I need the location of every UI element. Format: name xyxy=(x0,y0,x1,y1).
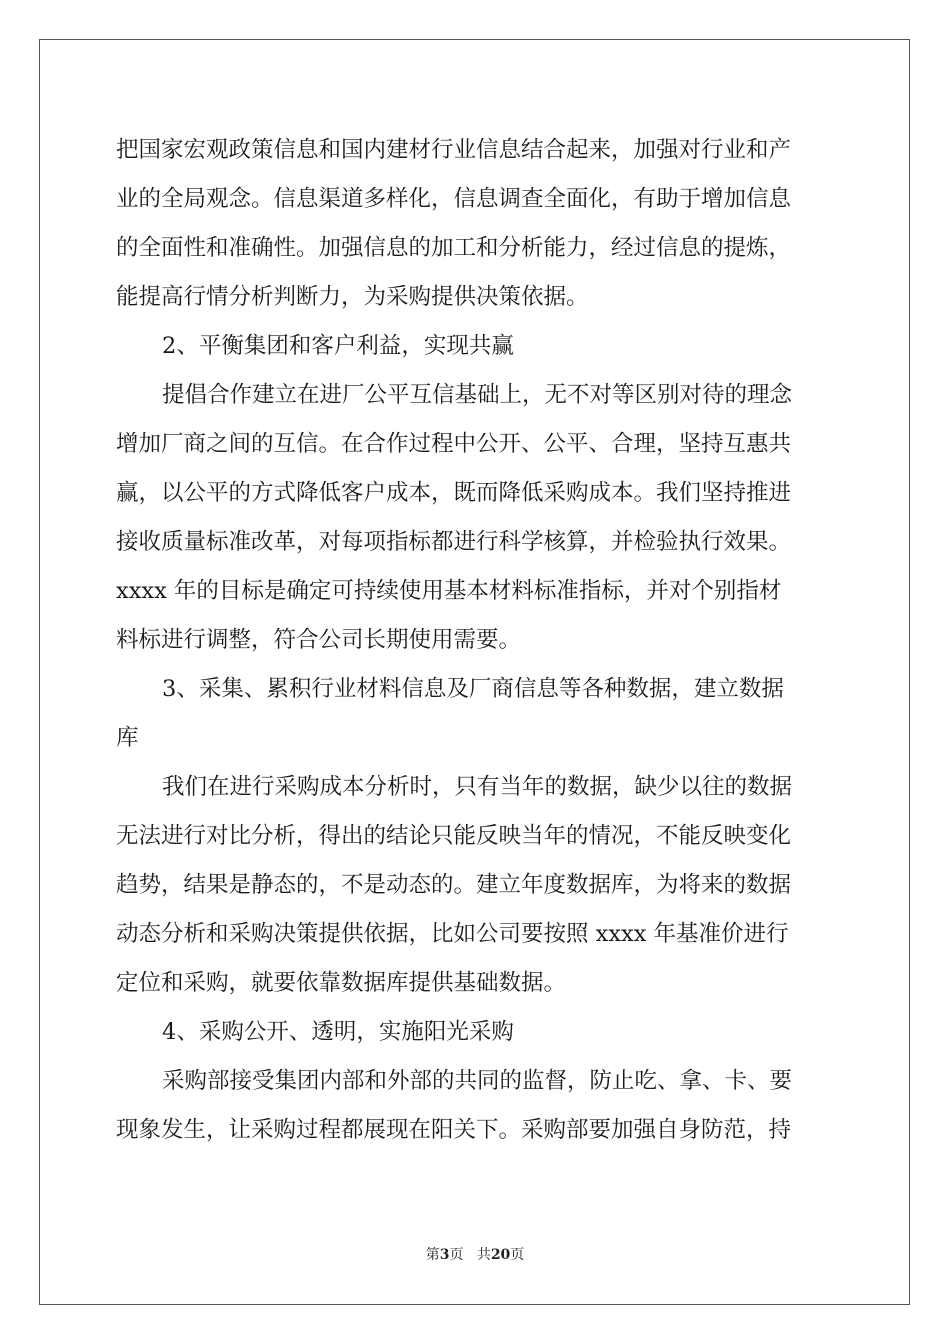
text-line: 趋势，结果是静态的，不是动态的。建立年度数据库，为将来的数据 xyxy=(116,872,792,898)
text-line: 增加厂商之间的互信。在合作过程中公开、公平、合理，坚持互惠共 xyxy=(116,431,792,457)
page-number-prefix: 第 xyxy=(425,1247,440,1263)
text-line: 业的全局观念。信息渠道多样化，信息调查全面化，有助于增加信息 xyxy=(116,186,792,212)
text-line: xxxx 年的目标是确定可持续使用基本材料标准指标，并对个别指材 xyxy=(116,578,782,604)
text-line: 的全面性和准确性。加强信息的加工和分析能力，经过信息的提炼， xyxy=(116,235,792,261)
text-line: 4、采购公开、透明，实施阳光采购 xyxy=(162,1019,514,1045)
page-total-prefix: 共 xyxy=(476,1247,491,1263)
text-line: 2、平衡集团和客户利益，实现共赢 xyxy=(162,333,514,359)
text-line: 料标进行调整，符合公司长期使用需要。 xyxy=(116,627,522,653)
text-line: 赢，以公平的方式降低客户成本，既而降低采购成本。我们坚持推进 xyxy=(116,480,792,506)
page-footer xyxy=(0,1244,950,1264)
document-body xyxy=(116,126,836,1155)
page-number-suffix: 页 xyxy=(449,1247,464,1263)
page-total: 20 xyxy=(490,1247,511,1263)
page-total-suffix: 页 xyxy=(510,1247,525,1263)
page-number-current: 3 xyxy=(439,1247,450,1263)
text-line: 动态分析和采购决策提供依据，比如公司要按照 xxxx 年基准价进行 xyxy=(116,921,789,947)
text-line: 3、采集、累积行业材料信息及厂商信息等各种数据，建立数据 xyxy=(162,676,784,702)
text-line: 无法进行对比分析，得出的结论只能反映当年的情况，不能反映变化 xyxy=(116,823,792,849)
text-line: 现象发生，让采购过程都展现在阳关下。采购部要加强自身防范，持 xyxy=(116,1117,792,1143)
text-line: 我们在进行采购成本分析时，只有当年的数据，缺少以往的数据 xyxy=(162,774,793,800)
text-line: 定位和采购，就要依靠数据库提供基础数据。 xyxy=(116,970,567,996)
text-line: 把国家宏观政策信息和国内建材行业信息结合起来，加强对行业和产 xyxy=(116,137,792,163)
text-line: 能提高行情分析判断力，为采购提供决策依据。 xyxy=(116,284,589,310)
text-line: 接收质量标准改革，对每项指标都进行科学核算，并检验执行效果。 xyxy=(116,529,792,555)
text-line: 采购部接受集团内部和外部的共同的监督，防止吃、拿、卡、要 xyxy=(162,1068,793,1094)
text-line: 库 xyxy=(116,725,139,751)
text-line: 提倡合作建立在进厂公平互信基础上，无不对等区别对待的理念 xyxy=(162,382,793,408)
